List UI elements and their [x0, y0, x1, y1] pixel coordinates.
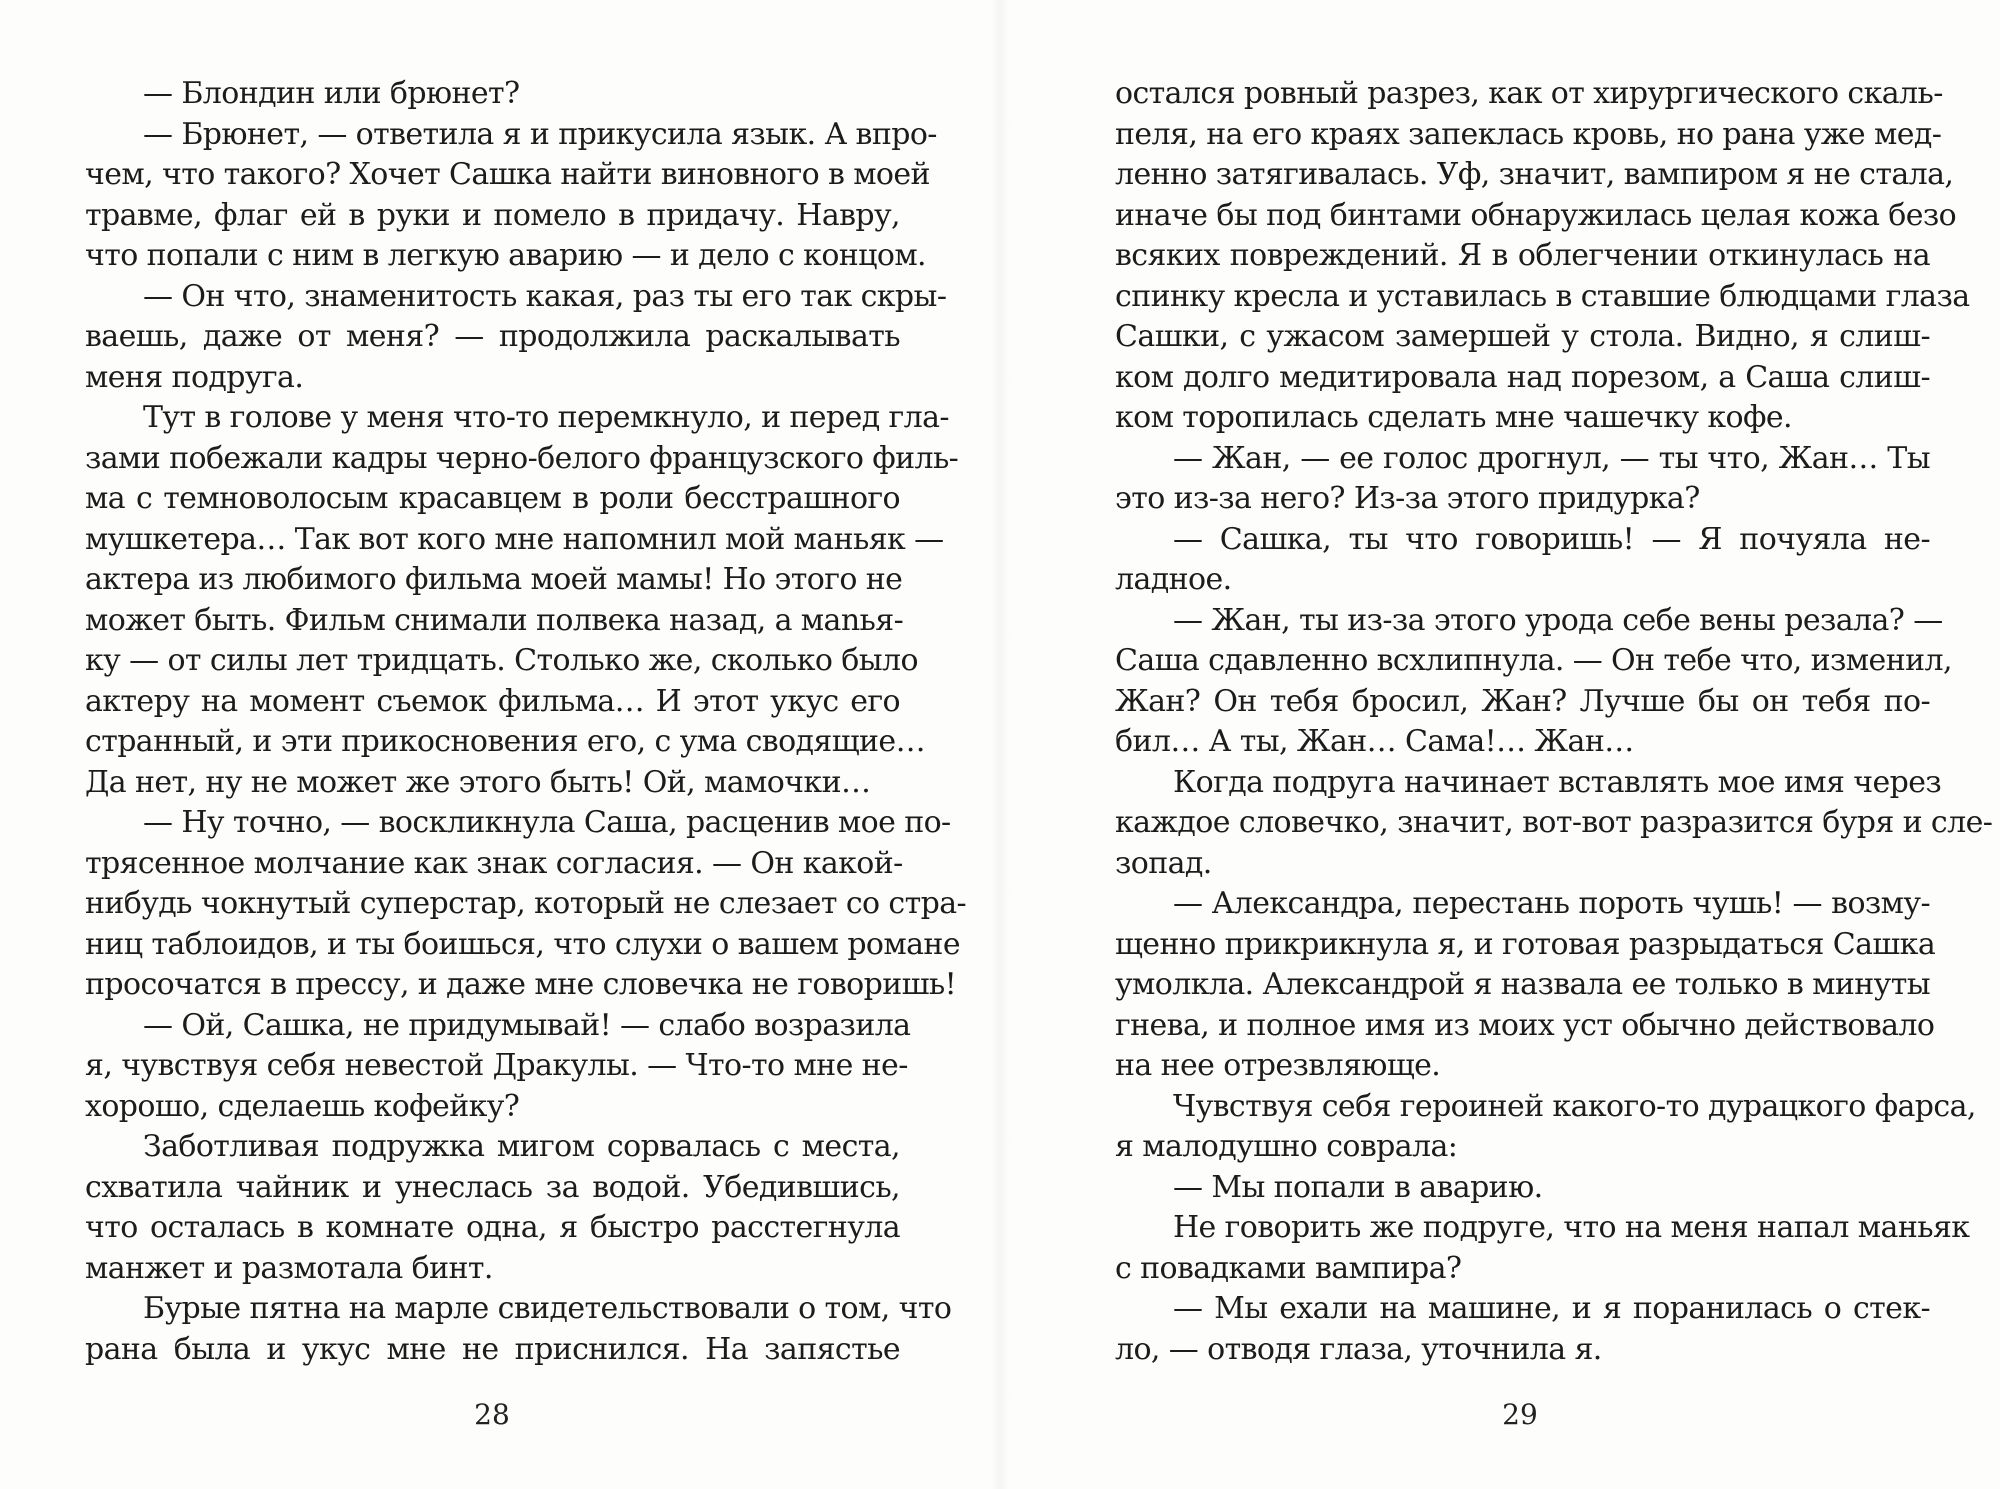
- text-line: пеля, на его краях запеклась кровь, но рана уже мед-: [1115, 116, 1942, 152]
- text-line: актера из любимого фильма моей мамы! Но этого не: [85, 562, 903, 597]
- text-line: — Сашка, ты что говоришь! — Я почуяла не-: [1173, 521, 1930, 557]
- left-page-text: [85, 74, 967, 1370]
- text-line: — Александра, перестань пороть чушь! — возму-: [1173, 886, 1930, 921]
- text-line: ленно затягивалась. Уф, значит, вампиром я не стала,: [1115, 157, 1954, 192]
- text-line: ладное.: [1115, 562, 1232, 597]
- text-line: актеру на момент съемок фильма… И этот укус его: [85, 683, 900, 719]
- left-page-number: 28: [474, 1398, 510, 1431]
- text-line: — Он что, знаменитость какая, раз ты его так скры-: [143, 278, 947, 314]
- text-line: ком торопилась сделать мне чашечку кофе.: [1115, 400, 1792, 435]
- text-line: — Ой, Сашка, не придумывай! — слабо возразила: [143, 1007, 911, 1043]
- text-line: — Ну точно, — воскликнула Саша, расценив мое по-: [143, 805, 951, 840]
- text-line: умолкла. Александрой я назвала ее только в минуты: [1115, 967, 1930, 1002]
- book-gutter: [990, 0, 1010, 1489]
- text-line: ло, — отводя глаза, уточнила я.: [1115, 1331, 1602, 1367]
- text-line: — Жан, — ее голос дрогнул, — ты что, Жан… Ты: [1173, 440, 1930, 476]
- text-line: это из-за него? Из-за этого придурка?: [1115, 481, 1700, 516]
- text-line: трясенное молчание как знак согласия. — Он какой-: [85, 845, 903, 881]
- text-line: гнева, и полное имя из моих уст обычно действовало: [1115, 1007, 1935, 1043]
- text-line: хорошо, сделаешь кофейку?: [85, 1088, 520, 1124]
- text-line: чем, что такого? Хочет Сашка найти виновного в моей: [85, 157, 930, 192]
- text-line: схватила чайник и унеслась за водой. Убедившись,: [85, 1169, 900, 1205]
- text-line: спинку кресла и уставилась в ставшие блюдцами глаза: [1115, 278, 1970, 314]
- text-line: нибудь чокнутый суперстар, который не слезает со стра-: [85, 886, 967, 921]
- text-line: всяких повреждений. Я в облегчении откинулась на: [1115, 238, 1930, 273]
- text-line: Не говорить же подруге, что на меня напал маньяк: [1173, 1210, 1970, 1245]
- right-page-text: [1115, 74, 1993, 1370]
- text-line: зами побежали кадры черно-белого французского филь-: [85, 440, 959, 476]
- text-line: — Мы попали в аварию.: [1173, 1169, 1543, 1205]
- text-line: с повадками вампира?: [1115, 1250, 1462, 1286]
- text-line: Когда подруга начинает вставлять мое имя через: [1173, 764, 1942, 800]
- text-line: — Блондин или брюнет?: [143, 76, 520, 111]
- text-line: ваешь, даже от меня? — продолжила раскалывать: [85, 319, 900, 354]
- text-line: — Мы ехали на машине, и я поранилась о стек-: [1173, 1291, 1930, 1326]
- text-line: что попали с ним в легкую аварию — и дело с концом.: [85, 238, 926, 273]
- text-line: Заботливая подружка мигом сорвалась с места,: [143, 1129, 900, 1164]
- text-line: Бурые пятна на марле свидетельствовали о том, что: [143, 1291, 952, 1326]
- text-line: просочатся в прессу, и даже мне словечка не говоришь!: [85, 967, 957, 1002]
- text-line: Чувствуя себя героиней какого-то дурацкого фарса,: [1173, 1088, 1976, 1124]
- text-line: — Брюнет, — ответила я и прикусила язык. А впро-: [143, 116, 937, 152]
- text-line: меня подруга.: [85, 359, 304, 395]
- text-line: ма с темноволосым красавцем в роли бесстрашного: [85, 481, 900, 516]
- text-line: травме, флаг ей в руки и помело в придачу. Навру,: [85, 197, 900, 233]
- text-line: ку — от силы лет тридцать. Столько же, сколько было: [85, 643, 918, 678]
- text-line: Саша сдавленно всхлипнула. — Он тебе что, изменил,: [1115, 643, 1952, 678]
- text-line: манжет и размотала бинт.: [85, 1250, 493, 1286]
- text-line: я, чувствуя себя невестой Дракулы. — Что-то мне не-: [85, 1048, 908, 1083]
- text-line: зопад.: [1115, 845, 1212, 881]
- text-line: я малодушно соврала:: [1115, 1129, 1458, 1164]
- right-page-number: 29: [1502, 1398, 1538, 1431]
- text-line: странный, и эти прикосновения его, с ума сводящие…: [85, 724, 925, 759]
- text-line: рана была и укус мне не приснился. На запястье: [85, 1331, 900, 1367]
- text-line: Тут в голове у меня что-то перемкнуло, и перед гла-: [143, 400, 949, 435]
- text-line: мушкетера… Так вот кого мне напомнил мой маньяк —: [85, 521, 944, 557]
- text-line: ком долго медитировала над порезом, а Саша слиш-: [1115, 359, 1930, 395]
- text-line: на нее отрезвляюще.: [1115, 1048, 1441, 1083]
- text-line: остался ровный разрез, как от хирургического скаль-: [1115, 76, 1943, 111]
- text-line: что осталась в комнате одна, я быстро расстегнула: [85, 1210, 900, 1245]
- text-line: иначе бы под бинтами обнаружилась целая кожа безо: [1115, 197, 1957, 233]
- text-line: — Жан, ты из-за этого урода себе вены резала? —: [1173, 602, 1943, 638]
- text-line: ниц таблоидов, и ты боишься, что слухи о вашем романе: [85, 926, 960, 962]
- text-line: бил… А ты, Жан… Сама!… Жан…: [1115, 724, 1634, 759]
- text-line: может быть. Фильм снимали полвека назад, а маnья-: [85, 602, 904, 638]
- text-line: Да нет, ну не может же этого быть! Ой, мамочки…: [85, 764, 871, 800]
- text-line: щенно прикрикнула я, и готовая разрыдаться Сашка: [1115, 926, 1936, 962]
- text-line: Сашки, с ужасом замершей у стола. Видно, я слиш-: [1115, 319, 1930, 354]
- text-line: каждое словечко, значит, вот-вот разразится буря и сле-: [1115, 805, 1993, 840]
- text-line: Жан? Он тебя бросил, Жан? Лучше бы он тебя по-: [1115, 683, 1930, 719]
